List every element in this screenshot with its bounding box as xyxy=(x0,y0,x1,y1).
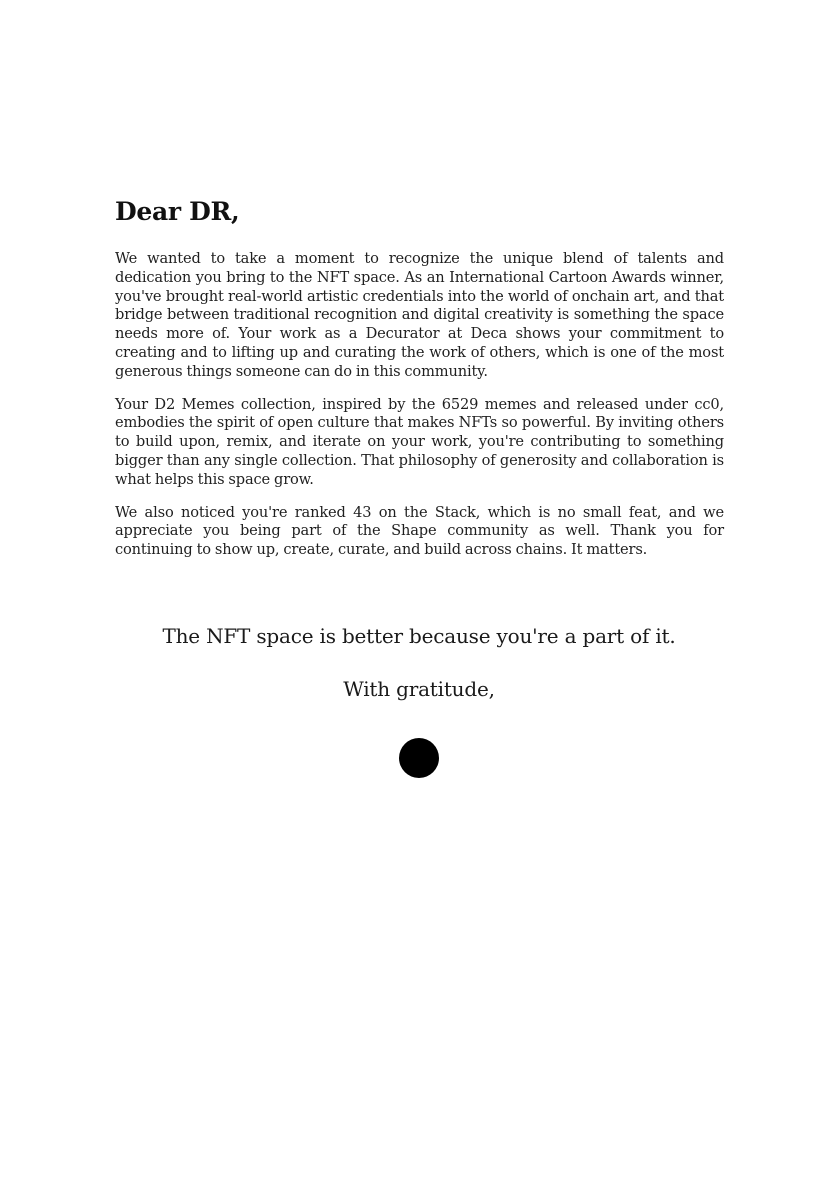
letter-paragraph-1: We wanted to take a moment to recognize the unique blend of talents and dedication you bring to the NFT space. As an International Cartoon Awards winner, you've brought real-world artistic credentials into the world of onchain art, and that bridge between traditional recognition and digital creativity is something the space needs more of. Your work as a Decurator at Deca shows your commitment to creating and to lifting up and curating the work of others, which is one of the most generous things someone can do in this community. xyxy=(115,250,724,380)
black-circle-seal-icon xyxy=(399,738,439,778)
closing-line: The NFT space is better because you're a part of it. xyxy=(162,624,676,648)
letter-paragraph-2: Your D2 Memes collection, inspired by the 6529 memes and released under cc0, embodies the spirit of open culture that makes NFTs so powerful. By inviting others to build upon, remix, and iterate on your work, you're contributing to something bigger than any single collection. That philosophy of generosity and collaboration is what helps this space grow. xyxy=(115,395,724,488)
letter-paragraph-3: We also noticed you're ranked 43 on the Stack, which is no small feat, and we appreciate you being part of the Shape community as well. Thank you for continuing to show up, create, curate, and build across chains. It matters. xyxy=(115,503,724,559)
signoff: With gratitude, xyxy=(343,677,495,701)
letter-body xyxy=(115,196,724,574)
letter-closing xyxy=(0,623,838,702)
letter-greeting: Dear DR, xyxy=(115,197,240,226)
